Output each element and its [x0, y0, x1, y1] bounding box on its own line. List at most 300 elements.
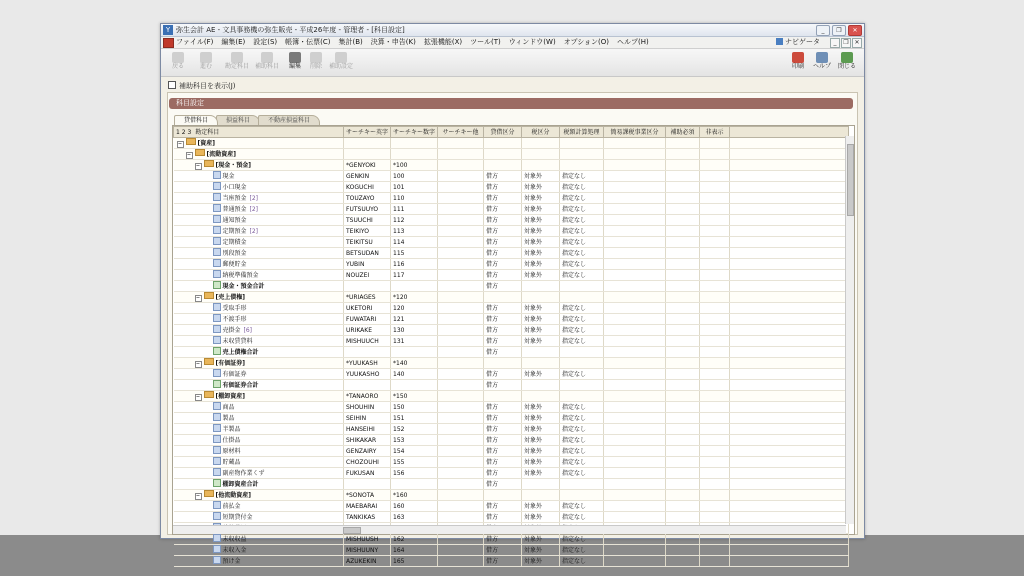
empty-cell[interactable]	[700, 457, 730, 468]
tax-cell[interactable]: 対象外	[522, 556, 560, 567]
empty-cell[interactable]	[604, 292, 666, 303]
empty-cell[interactable]	[604, 237, 666, 248]
dc-cell[interactable]: 借方	[484, 204, 522, 215]
tax-cell[interactable]: 対象外	[522, 204, 560, 215]
dc-cell[interactable]: 借方	[484, 402, 522, 413]
tax-cell[interactable]	[522, 149, 560, 160]
empty-cell[interactable]	[666, 556, 700, 567]
table-row[interactable]	[174, 259, 849, 270]
calc-cell[interactable]: 指定なし	[560, 556, 604, 567]
num-cell[interactable]: 165	[391, 556, 438, 567]
dc-cell[interactable]: 借方	[484, 237, 522, 248]
empty-cell[interactable]	[604, 303, 666, 314]
other-cell[interactable]	[438, 314, 484, 325]
empty-cell[interactable]	[700, 369, 730, 380]
account-name-cell[interactable]	[174, 457, 344, 468]
tax-cell[interactable]: 対象外	[522, 457, 560, 468]
calc-cell[interactable]: 指定なし	[560, 193, 604, 204]
empty-cell[interactable]	[604, 314, 666, 325]
tax-cell[interactable]: 対象外	[522, 226, 560, 237]
child-restore-icon[interactable]: ❐	[841, 38, 851, 48]
empty-cell[interactable]	[604, 490, 666, 501]
sub-settings-button[interactable]	[327, 51, 355, 75]
other-cell[interactable]	[438, 490, 484, 501]
calc-cell[interactable]	[560, 479, 604, 490]
tax-cell[interactable]: 対象外	[522, 424, 560, 435]
other-cell[interactable]	[438, 347, 484, 358]
account-name-cell[interactable]	[174, 424, 344, 435]
empty-cell[interactable]	[700, 248, 730, 259]
num-cell[interactable]: 114	[391, 237, 438, 248]
tree-collapse-icon[interactable]: −	[195, 163, 201, 169]
menu-item[interactable]: 帳簿・伝票(C)	[285, 38, 331, 46]
dc-cell[interactable]: 借方	[484, 479, 522, 490]
tax-cell[interactable]: 対象外	[522, 336, 560, 347]
account-name-cell[interactable]	[174, 435, 344, 446]
num-cell[interactable]	[391, 281, 438, 292]
tax-cell[interactable]: 対象外	[522, 215, 560, 226]
table-row[interactable]	[174, 336, 849, 347]
empty-cell[interactable]	[666, 369, 700, 380]
tax-cell[interactable]: 対象外	[522, 369, 560, 380]
help-button[interactable]	[810, 51, 834, 75]
table-row[interactable]	[174, 281, 849, 292]
num-cell[interactable]: *100	[391, 160, 438, 171]
table-row[interactable]	[174, 424, 849, 435]
alpha-cell[interactable]: MISHUUCH	[344, 336, 391, 347]
calc-cell[interactable]: 指定なし	[560, 435, 604, 446]
other-cell[interactable]	[438, 501, 484, 512]
num-cell[interactable]: 121	[391, 314, 438, 325]
calc-cell[interactable]	[560, 391, 604, 402]
account-name-cell[interactable]	[174, 160, 344, 171]
empty-cell[interactable]	[666, 534, 700, 545]
empty-cell[interactable]	[666, 446, 700, 457]
empty-cell[interactable]	[666, 490, 700, 501]
num-cell[interactable]: 152	[391, 424, 438, 435]
calc-cell[interactable]: 指定なし	[560, 413, 604, 424]
sub-account-button[interactable]	[253, 51, 281, 75]
table-row[interactable]	[174, 435, 849, 446]
alpha-cell[interactable]: YUBIN	[344, 259, 391, 270]
dc-cell[interactable]: 借方	[484, 545, 522, 556]
empty-cell[interactable]	[604, 193, 666, 204]
tax-cell[interactable]: 対象外	[522, 468, 560, 479]
dc-cell[interactable]: 借方	[484, 270, 522, 281]
other-cell[interactable]	[438, 424, 484, 435]
empty-cell[interactable]	[604, 347, 666, 358]
dc-cell[interactable]: 借方	[484, 457, 522, 468]
menu-item[interactable]: 集計(B)	[338, 38, 363, 46]
num-cell[interactable]: 116	[391, 259, 438, 270]
empty-cell[interactable]	[666, 237, 700, 248]
table-row[interactable]	[174, 160, 849, 171]
menu-item[interactable]: オプション(O)	[563, 38, 610, 46]
table-row[interactable]	[174, 512, 849, 523]
table-row[interactable]	[174, 204, 849, 215]
other-cell[interactable]	[438, 237, 484, 248]
empty-cell[interactable]	[604, 380, 666, 391]
account-name-cell[interactable]	[174, 138, 344, 149]
account-name-cell[interactable]	[174, 204, 344, 215]
calc-cell[interactable]: 指定なし	[560, 314, 604, 325]
account-name-cell[interactable]	[174, 413, 344, 424]
tax-cell[interactable]	[522, 380, 560, 391]
alpha-cell[interactable]: TANKIKAS	[344, 512, 391, 523]
close-button[interactable]	[834, 51, 860, 75]
menu-item[interactable]: ヘルプ(H)	[617, 38, 649, 46]
table-row[interactable]	[174, 490, 849, 501]
empty-cell[interactable]	[700, 171, 730, 182]
other-cell[interactable]	[438, 281, 484, 292]
account-name-cell[interactable]	[174, 479, 344, 490]
num-cell[interactable]	[391, 138, 438, 149]
other-cell[interactable]	[438, 391, 484, 402]
table-row[interactable]	[174, 545, 849, 556]
back-button[interactable]	[164, 51, 192, 75]
dc-cell[interactable]	[484, 160, 522, 171]
column-header[interactable]: 税額計算処理	[560, 127, 604, 138]
account-name-cell[interactable]	[174, 402, 344, 413]
empty-cell[interactable]	[604, 446, 666, 457]
other-cell[interactable]	[438, 303, 484, 314]
dc-cell[interactable]: 借方	[484, 259, 522, 270]
alpha-cell[interactable]: GENZAIRY	[344, 446, 391, 457]
menu-item[interactable]: 拡張機能(X)	[423, 38, 463, 46]
empty-cell[interactable]	[700, 138, 730, 149]
account-name-cell[interactable]	[174, 325, 344, 336]
empty-cell[interactable]	[666, 380, 700, 391]
num-cell[interactable]: 164	[391, 545, 438, 556]
table-row[interactable]	[174, 534, 849, 545]
tax-cell[interactable]: 対象外	[522, 325, 560, 336]
empty-cell[interactable]	[700, 380, 730, 391]
alpha-cell[interactable]: TEIKITSU	[344, 237, 391, 248]
tax-cell[interactable]: 対象外	[522, 237, 560, 248]
account-name-cell[interactable]	[174, 380, 344, 391]
calc-cell[interactable]	[560, 380, 604, 391]
empty-cell[interactable]	[666, 391, 700, 402]
table-row[interactable]	[174, 226, 849, 237]
empty-cell[interactable]	[666, 193, 700, 204]
num-cell[interactable]: 130	[391, 325, 438, 336]
navigator-button[interactable]	[776, 38, 820, 47]
empty-cell[interactable]	[666, 171, 700, 182]
empty-cell[interactable]	[604, 457, 666, 468]
child-close-icon[interactable]: ✕	[852, 38, 862, 48]
account-name-cell[interactable]	[174, 182, 344, 193]
dc-cell[interactable]: 借方	[484, 435, 522, 446]
empty-cell[interactable]	[604, 479, 666, 490]
table-row[interactable]	[174, 369, 849, 380]
menu-item[interactable]: 決算・申告(K)	[370, 38, 416, 46]
empty-cell[interactable]	[666, 160, 700, 171]
empty-cell[interactable]	[700, 314, 730, 325]
other-cell[interactable]	[438, 182, 484, 193]
tab-0[interactable]: 貸借科目	[174, 115, 218, 125]
table-row[interactable]	[174, 303, 849, 314]
calc-cell[interactable]: 指定なし	[560, 457, 604, 468]
other-cell[interactable]	[438, 171, 484, 182]
other-cell[interactable]	[438, 413, 484, 424]
num-cell[interactable]: *140	[391, 358, 438, 369]
alpha-cell[interactable]: BETSUDAN	[344, 248, 391, 259]
column-header[interactable]: サーチキー他	[438, 127, 484, 138]
tax-cell[interactable]: 対象外	[522, 413, 560, 424]
alpha-cell[interactable]: FUKUSAN	[344, 468, 391, 479]
dc-cell[interactable]: 借方	[484, 556, 522, 567]
alpha-cell[interactable]: FUWATARI	[344, 314, 391, 325]
empty-cell[interactable]	[700, 391, 730, 402]
calc-cell[interactable]: 指定なし	[560, 270, 604, 281]
empty-cell[interactable]	[700, 534, 730, 545]
tax-cell[interactable]: 対象外	[522, 303, 560, 314]
empty-cell[interactable]	[604, 270, 666, 281]
num-cell[interactable]: 163	[391, 512, 438, 523]
tax-cell[interactable]	[522, 292, 560, 303]
table-row[interactable]	[174, 193, 849, 204]
other-cell[interactable]	[438, 226, 484, 237]
alpha-cell[interactable]	[344, 347, 391, 358]
empty-cell[interactable]	[604, 358, 666, 369]
column-header[interactable]: 簡易課税事業区分	[604, 127, 666, 138]
other-cell[interactable]	[438, 380, 484, 391]
other-cell[interactable]	[438, 556, 484, 567]
table-row[interactable]	[174, 358, 849, 369]
calc-cell[interactable]: 指定なし	[560, 248, 604, 259]
print-button[interactable]	[786, 51, 810, 75]
empty-cell[interactable]	[604, 391, 666, 402]
calc-cell[interactable]	[560, 347, 604, 358]
alpha-cell[interactable]: CHOZOUHI	[344, 457, 391, 468]
alpha-cell[interactable]: GENKIN	[344, 171, 391, 182]
alpha-cell[interactable]: KOGUCHI	[344, 182, 391, 193]
table-row[interactable]	[174, 248, 849, 259]
table-row[interactable]	[174, 468, 849, 479]
empty-cell[interactable]	[700, 435, 730, 446]
empty-cell[interactable]	[700, 336, 730, 347]
num-cell[interactable]	[391, 347, 438, 358]
dc-cell[interactable]: 借方	[484, 512, 522, 523]
table-row[interactable]	[174, 446, 849, 457]
tree-collapse-icon[interactable]: −	[195, 493, 201, 499]
dc-cell[interactable]: 借方	[484, 281, 522, 292]
tax-cell[interactable]: 対象外	[522, 402, 560, 413]
empty-cell[interactable]	[604, 182, 666, 193]
num-cell[interactable]: 162	[391, 534, 438, 545]
horizontal-scrollbar[interactable]	[173, 525, 846, 534]
tax-cell[interactable]	[522, 358, 560, 369]
calc-cell[interactable]: 指定なし	[560, 468, 604, 479]
tax-cell[interactable]	[522, 479, 560, 490]
column-header[interactable]: 補助必須	[666, 127, 700, 138]
num-cell[interactable]: 156	[391, 468, 438, 479]
vertical-scrollbar[interactable]	[845, 136, 854, 524]
empty-cell[interactable]	[700, 490, 730, 501]
calc-cell[interactable]	[560, 138, 604, 149]
tax-cell[interactable]: 対象外	[522, 182, 560, 193]
table-row[interactable]	[174, 391, 849, 402]
other-cell[interactable]	[438, 336, 484, 347]
other-cell[interactable]	[438, 138, 484, 149]
calc-cell[interactable]: 指定なし	[560, 534, 604, 545]
tree-collapse-icon[interactable]: −	[177, 141, 183, 147]
dc-cell[interactable]: 借方	[484, 336, 522, 347]
other-cell[interactable]	[438, 369, 484, 380]
table-row[interactable]	[174, 380, 849, 391]
num-cell[interactable]: 115	[391, 248, 438, 259]
dc-cell[interactable]: 借方	[484, 303, 522, 314]
empty-cell[interactable]	[700, 556, 730, 567]
dc-cell[interactable]	[484, 149, 522, 160]
empty-cell[interactable]	[604, 402, 666, 413]
dc-cell[interactable]	[484, 391, 522, 402]
tree-collapse-icon[interactable]: −	[195, 361, 201, 367]
tax-cell[interactable]	[522, 138, 560, 149]
alpha-cell[interactable]: *YUUKASH	[344, 358, 391, 369]
menu-item[interactable]: 設定(S)	[253, 38, 278, 46]
empty-cell[interactable]	[604, 413, 666, 424]
dc-cell[interactable]	[484, 490, 522, 501]
dc-cell[interactable]: 借方	[484, 369, 522, 380]
calc-cell[interactable]: 指定なし	[560, 402, 604, 413]
alpha-cell[interactable]: NOUZEI	[344, 270, 391, 281]
empty-cell[interactable]	[700, 424, 730, 435]
dc-cell[interactable]	[484, 292, 522, 303]
calc-cell[interactable]	[560, 358, 604, 369]
calc-cell[interactable]	[560, 292, 604, 303]
empty-cell[interactable]	[666, 248, 700, 259]
checkbox-box[interactable]	[168, 81, 176, 89]
empty-cell[interactable]	[666, 347, 700, 358]
table-row[interactable]	[174, 237, 849, 248]
other-cell[interactable]	[438, 325, 484, 336]
other-cell[interactable]	[438, 160, 484, 171]
account-name-cell[interactable]	[174, 149, 344, 160]
alpha-cell[interactable]: YUUKASHO	[344, 369, 391, 380]
column-header[interactable]: 税区分	[522, 127, 560, 138]
account-name-cell[interactable]	[174, 347, 344, 358]
level-buttons[interactable]: 1 2 3	[176, 128, 192, 136]
other-cell[interactable]	[438, 259, 484, 270]
other-cell[interactable]	[438, 292, 484, 303]
menu-item[interactable]: 編集(E)	[221, 38, 246, 46]
dc-cell[interactable]	[484, 138, 522, 149]
calc-cell[interactable]: 指定なし	[560, 501, 604, 512]
alpha-cell[interactable]: SHOUHIN	[344, 402, 391, 413]
empty-cell[interactable]	[700, 402, 730, 413]
tax-cell[interactable]: 対象外	[522, 512, 560, 523]
alpha-cell[interactable]: SHIKAKAR	[344, 435, 391, 446]
account-name-cell[interactable]	[174, 303, 344, 314]
alpha-cell[interactable]: AZUKEKIN	[344, 556, 391, 567]
calc-cell[interactable]	[560, 490, 604, 501]
empty-cell[interactable]	[700, 149, 730, 160]
empty-cell[interactable]	[666, 215, 700, 226]
show-sub-accounts-checkbox[interactable]	[168, 81, 236, 91]
num-cell[interactable]: 155	[391, 457, 438, 468]
alpha-cell[interactable]: TEIKIYO	[344, 226, 391, 237]
empty-cell[interactable]	[700, 325, 730, 336]
account-name-cell[interactable]	[174, 468, 344, 479]
dc-cell[interactable]: 借方	[484, 325, 522, 336]
other-cell[interactable]	[438, 435, 484, 446]
num-cell[interactable]: 117	[391, 270, 438, 281]
menu-item[interactable]: ファイル(F)	[176, 38, 214, 46]
empty-cell[interactable]	[604, 281, 666, 292]
horizontal-scroll-thumb[interactable]	[343, 527, 361, 534]
forward-button[interactable]	[192, 51, 220, 75]
tax-cell[interactable]: 対象外	[522, 270, 560, 281]
num-cell[interactable]	[391, 149, 438, 160]
table-row[interactable]	[174, 325, 849, 336]
dc-cell[interactable]: 借方	[484, 248, 522, 259]
empty-cell[interactable]	[666, 358, 700, 369]
empty-cell[interactable]	[700, 237, 730, 248]
empty-cell[interactable]	[604, 435, 666, 446]
num-cell[interactable]: 100	[391, 171, 438, 182]
num-cell[interactable]: 101	[391, 182, 438, 193]
child-minimize-icon[interactable]: _	[830, 38, 840, 48]
empty-cell[interactable]	[666, 413, 700, 424]
tax-cell[interactable]: 対象外	[522, 314, 560, 325]
account-name-cell[interactable]	[174, 171, 344, 182]
tax-cell[interactable]: 対象外	[522, 501, 560, 512]
tax-cell[interactable]: 対象外	[522, 545, 560, 556]
tax-cell[interactable]	[522, 391, 560, 402]
dc-cell[interactable]: 借方	[484, 380, 522, 391]
other-cell[interactable]	[438, 193, 484, 204]
num-cell[interactable]: 160	[391, 501, 438, 512]
empty-cell[interactable]	[666, 204, 700, 215]
table-row[interactable]	[174, 215, 849, 226]
account-name-cell[interactable]	[174, 281, 344, 292]
account-name-cell[interactable]	[174, 259, 344, 270]
other-cell[interactable]	[438, 457, 484, 468]
calc-cell[interactable]: 指定なし	[560, 336, 604, 347]
alpha-cell[interactable]	[344, 281, 391, 292]
tree-collapse-icon[interactable]: −	[195, 295, 201, 301]
alpha-cell[interactable]: *TANAORO	[344, 391, 391, 402]
num-cell[interactable]: 111	[391, 204, 438, 215]
account-name-cell[interactable]	[174, 391, 344, 402]
empty-cell[interactable]	[666, 303, 700, 314]
column-header[interactable]: 非表示	[700, 127, 730, 138]
empty-cell[interactable]	[700, 501, 730, 512]
account-name-cell[interactable]	[174, 534, 344, 545]
table-row[interactable]	[174, 171, 849, 182]
other-cell[interactable]	[438, 446, 484, 457]
num-cell[interactable]: 120	[391, 303, 438, 314]
table-row[interactable]	[174, 149, 849, 160]
empty-cell[interactable]	[604, 336, 666, 347]
calc-cell[interactable]: 指定なし	[560, 325, 604, 336]
column-header[interactable]	[174, 127, 344, 138]
alpha-cell[interactable]: SEIHIN	[344, 413, 391, 424]
calc-cell[interactable]: 指定なし	[560, 424, 604, 435]
tab-1[interactable]: 損益科目	[216, 115, 260, 125]
account-button[interactable]	[223, 51, 251, 75]
empty-cell[interactable]	[700, 259, 730, 270]
other-cell[interactable]	[438, 534, 484, 545]
empty-cell[interactable]	[604, 160, 666, 171]
empty-cell[interactable]	[666, 182, 700, 193]
account-name-cell[interactable]	[174, 248, 344, 259]
dc-cell[interactable]: 借方	[484, 468, 522, 479]
other-cell[interactable]	[438, 270, 484, 281]
empty-cell[interactable]	[604, 215, 666, 226]
table-row[interactable]	[174, 138, 849, 149]
